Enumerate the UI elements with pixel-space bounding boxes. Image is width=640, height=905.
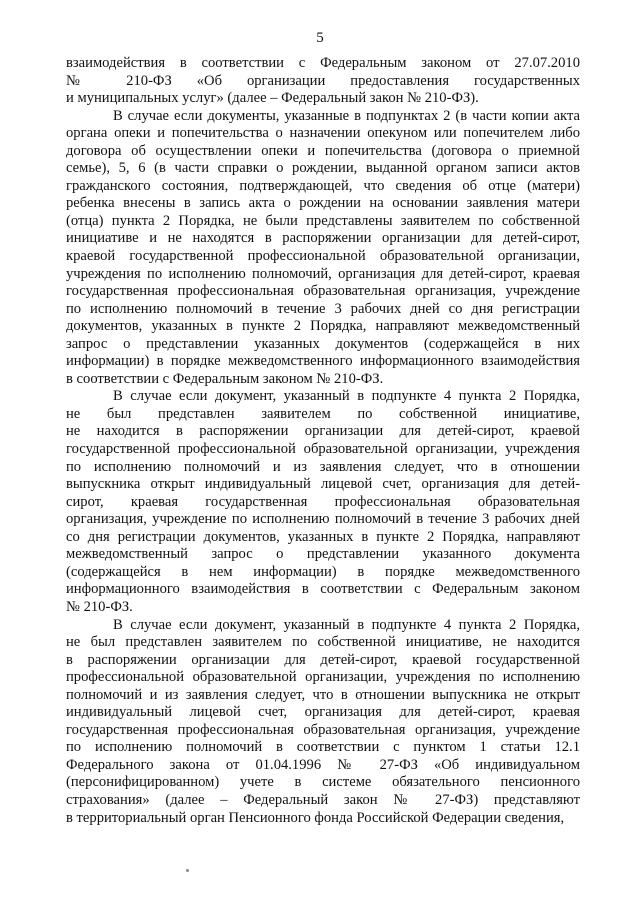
text-line: В случае если документ, указанный в подпункте 4 пункта 2 Порядка, <box>113 388 580 405</box>
text-line: ребенка внесены в запись акта о рождении на основании заявления матери <box>66 195 580 212</box>
text-line: организация, учреждение по исполнению полномочий в течение 3 рабочих дней <box>66 511 580 528</box>
text-line: Федерального закона от 01.04.1996 № 27-ФЗ «Об индивидуальном <box>66 756 580 773</box>
text-line: полномочий и из заявления следует, что в отношении выпускника не открыт <box>66 686 580 703</box>
text-line: запрос о представлении указанных документов (содержащейся в них <box>66 335 580 352</box>
text-line: государственной профессиональной образовательной организации, учреждения <box>66 441 580 458</box>
text-line: по исполнению полномочий в течение 3 рабочих дней со дня регистрации <box>66 300 580 317</box>
text-line: профессиональной образовательной организации, учреждения по исполнению <box>66 669 580 686</box>
text-line: краевой государственной профессиональной образовательной организации, <box>66 248 580 265</box>
text-line: не находится в распоряжении организации для детей-сирот, краевой <box>66 423 580 440</box>
text-line: индивидуальный лицевой счет, организация для детей-сирот, краевая <box>66 704 580 721</box>
text-line: № 210-ФЗ. <box>66 598 133 615</box>
text-line: инициативе и не находятся в распоряжении организации для детей-сирот, <box>66 230 580 247</box>
text-line: В случае если документы, указанные в подпунктах 2 (в части копии акта <box>113 107 580 124</box>
page-number: 5 <box>316 30 324 46</box>
text-line: (содержащейся в нем информации) в порядке межведомственного <box>66 563 580 580</box>
text-line: не был представлен заявителем по собственной инициативе, не находится <box>66 634 580 651</box>
text-line: семье), 5, 6 (в части справки о рождении, выданной органом записи актов <box>66 160 580 177</box>
text-line: информации) в порядке межведомственного информационного взаимодействия <box>66 353 580 370</box>
text-line: в соответствии с Федеральным законом № 210-ФЗ. <box>66 370 384 387</box>
text-line: сирот, краевая государственная профессиональная образовательная <box>66 493 580 510</box>
text-line: выпускника открыт индивидуальный лицевой счет, организация для детей- <box>66 476 580 493</box>
text-line: информационного взаимодействия в соответствии с Федеральным законом <box>66 581 580 598</box>
text-line: договора об осуществлении опеки и попечительства (договора о приемной <box>66 142 580 159</box>
text-line: (отца) пункта 2 Порядка, не были представлены заявителем по собственной <box>66 212 580 229</box>
text-line: страхования» (далее – Федеральный закон № 27-ФЗ) представляют <box>66 791 580 808</box>
text-line: В случае если документ, указанный в подпункте 4 пункта 2 Порядка, <box>113 616 580 633</box>
document-body <box>66 55 580 827</box>
text-line: в распоряжении организации для детей-сирот, краевой государственной <box>66 651 580 668</box>
text-line: № 210-ФЗ «Об организации предоставления государственных <box>66 72 580 89</box>
text-line: органа опеки и попечительства о назначении опекуном или попечителем либо <box>66 125 580 142</box>
text-line: учреждения по исполнению полномочий, организация для детей-сирот, краевая <box>66 265 580 282</box>
text-line: со дня регистрации документов, указанных в пункте 2 Порядка, направляют <box>66 528 580 545</box>
text-line: документов, указанных в пункте 2 Порядка, направляют межведомственный <box>66 318 580 335</box>
text-line: гражданского состояния, подтверждающей, что сведения об отце (матери) <box>66 177 580 194</box>
scan-artifact-dot <box>186 869 189 872</box>
text-line: и муниципальных услуг» (далее – Федеральный закон № 210-ФЗ). <box>66 90 479 107</box>
text-line: в территориальный орган Пенсионного фонда Российской Федерации сведения, <box>66 809 565 826</box>
text-line: государственная профессиональная образовательная организация, учреждение <box>66 721 580 738</box>
text-line: по исполнению полномочий и из заявления следует, что в отношении <box>66 458 580 475</box>
text-line: по исполнению полномочий в соответствии с пунктом 1 статьи 12.1 <box>66 739 580 756</box>
text-line: государственная профессиональная образовательная организация, учреждение <box>66 283 580 300</box>
text-line: межведомственный запрос о представлении указанного документа <box>66 546 580 563</box>
text-line: (персонифицированном) учете в системе обязательного пенсионного <box>66 774 580 791</box>
text-line: не был представлен заявителем по собственной инициативе, <box>66 405 580 422</box>
text-line: взаимодействия в соответствии с Федеральным законом от 27.07.2010 <box>66 55 580 71</box>
